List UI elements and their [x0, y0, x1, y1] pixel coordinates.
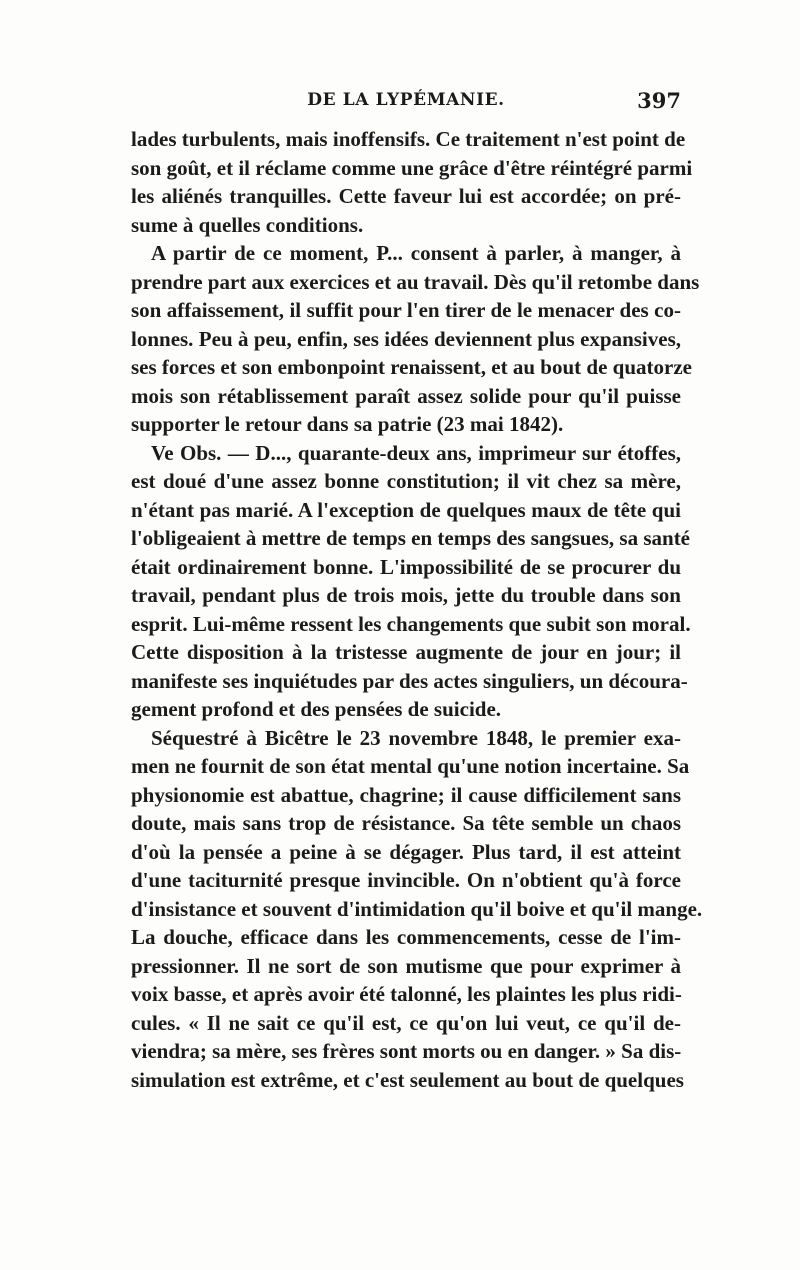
body-text — [131, 125, 703, 1094]
text-line: lonnes. Peu à peu, enfin, ses idées deviennent plus expansives, — [131, 326, 681, 351]
text-line: travail, pendant plus de trois mois, jette du trouble dans son — [131, 583, 681, 607]
text-line: d'une taciturnité presque invincible. On n'obtient qu'à force — [131, 868, 681, 892]
running-title: DE LA LYPÉMANIE. — [307, 90, 505, 110]
text-line: mois son rétablissement paraît assez solide pour qu'il puisse — [131, 383, 681, 408]
text-line: men ne fournit de son état mental qu'une notion incertaine. Sa — [131, 754, 690, 778]
page-number: 397 — [637, 88, 681, 113]
text-line: gement profond et des pensées de suicide. — [131, 697, 502, 721]
text-line: sume à quelles conditions. — [131, 212, 364, 237]
text-line: d'où la pensée a peine à se dégager. Plus tard, il est atteint — [131, 839, 681, 864]
text-line: cules. « Il ne sait ce qu'il est, ce qu'on lui veut, ce qu'il de- — [131, 1010, 681, 1035]
text-line: ses forces et son embonpoint renaissent, et au bout de quatorze — [131, 355, 692, 379]
text-line: simulation est extrême, et c'est seulement au bout de quelques — [131, 1067, 684, 1092]
text-line: doute, mais sans trop de résistance. Sa tête semble un chaos — [131, 811, 681, 835]
text-line: esprit. Lui-même ressent les changements que subit son moral. — [131, 611, 691, 636]
text-line: lades turbulents, mais inoffensifs. Ce traitement n'est point de — [131, 127, 686, 151]
text-line: viendra; sa mère, ses frères sont morts ou en danger. » Sa dis- — [131, 1039, 682, 1063]
text-line: était ordinairement bonne. L'impossibilité de se procurer du — [131, 554, 681, 579]
text-line: La douche, efficace dans les commencements, cesse de l'im- — [131, 925, 681, 949]
text-line: Cette disposition à la tristesse augmente de jour en jour; il — [131, 640, 681, 664]
text-line: n'étant pas marié. A l'exception de quelques maux de tête qui — [131, 497, 681, 522]
running-head — [131, 88, 681, 118]
text-line: voix basse, et après avoir été talonné, les plaintes les plus ridi- — [131, 982, 682, 1006]
text-line: son affaissement, il suffit pour l'en tirer de le menacer des co- — [131, 298, 681, 322]
text-line: A partir de ce moment, P... consent à parler, à manger, à — [151, 241, 681, 265]
text-line: les aliénés tranquilles. Cette faveur lui est accordée; on pré- — [131, 184, 681, 208]
text-line: d'insistance et souvent d'intimidation qu'il boive et qu'il mange. — [131, 896, 703, 921]
text-line: son goût, et il réclame comme une grâce d'être réintégré parmi — [131, 155, 693, 180]
text-line: l'obligeaient à mettre de temps en temps des sangsues, sa santé — [131, 526, 691, 550]
text-line: physionomie est abattue, chagrine; il cause difficilement sans — [131, 782, 681, 807]
text-line: est doué d'une assez bonne constitution; il vit chez sa mère, — [131, 469, 681, 493]
text-line: manifeste ses inquiétudes par des actes singuliers, un découra- — [131, 668, 688, 693]
text-line: supporter le retour dans sa patrie (23 mai 1842). — [131, 412, 564, 436]
text-line: pressionner. Il ne sort de son mutisme que pour exprimer à — [131, 953, 681, 978]
text-line: Séquestré à Bicêtre le 23 novembre 1848, le premier exa- — [151, 725, 681, 750]
text-line: prendre part aux exercices et au travail. Dès qu'il retombe dans — [131, 269, 700, 294]
text-line: Ve Obs. — D..., quarante-deux ans, imprimeur sur étoffes, — [151, 440, 681, 465]
